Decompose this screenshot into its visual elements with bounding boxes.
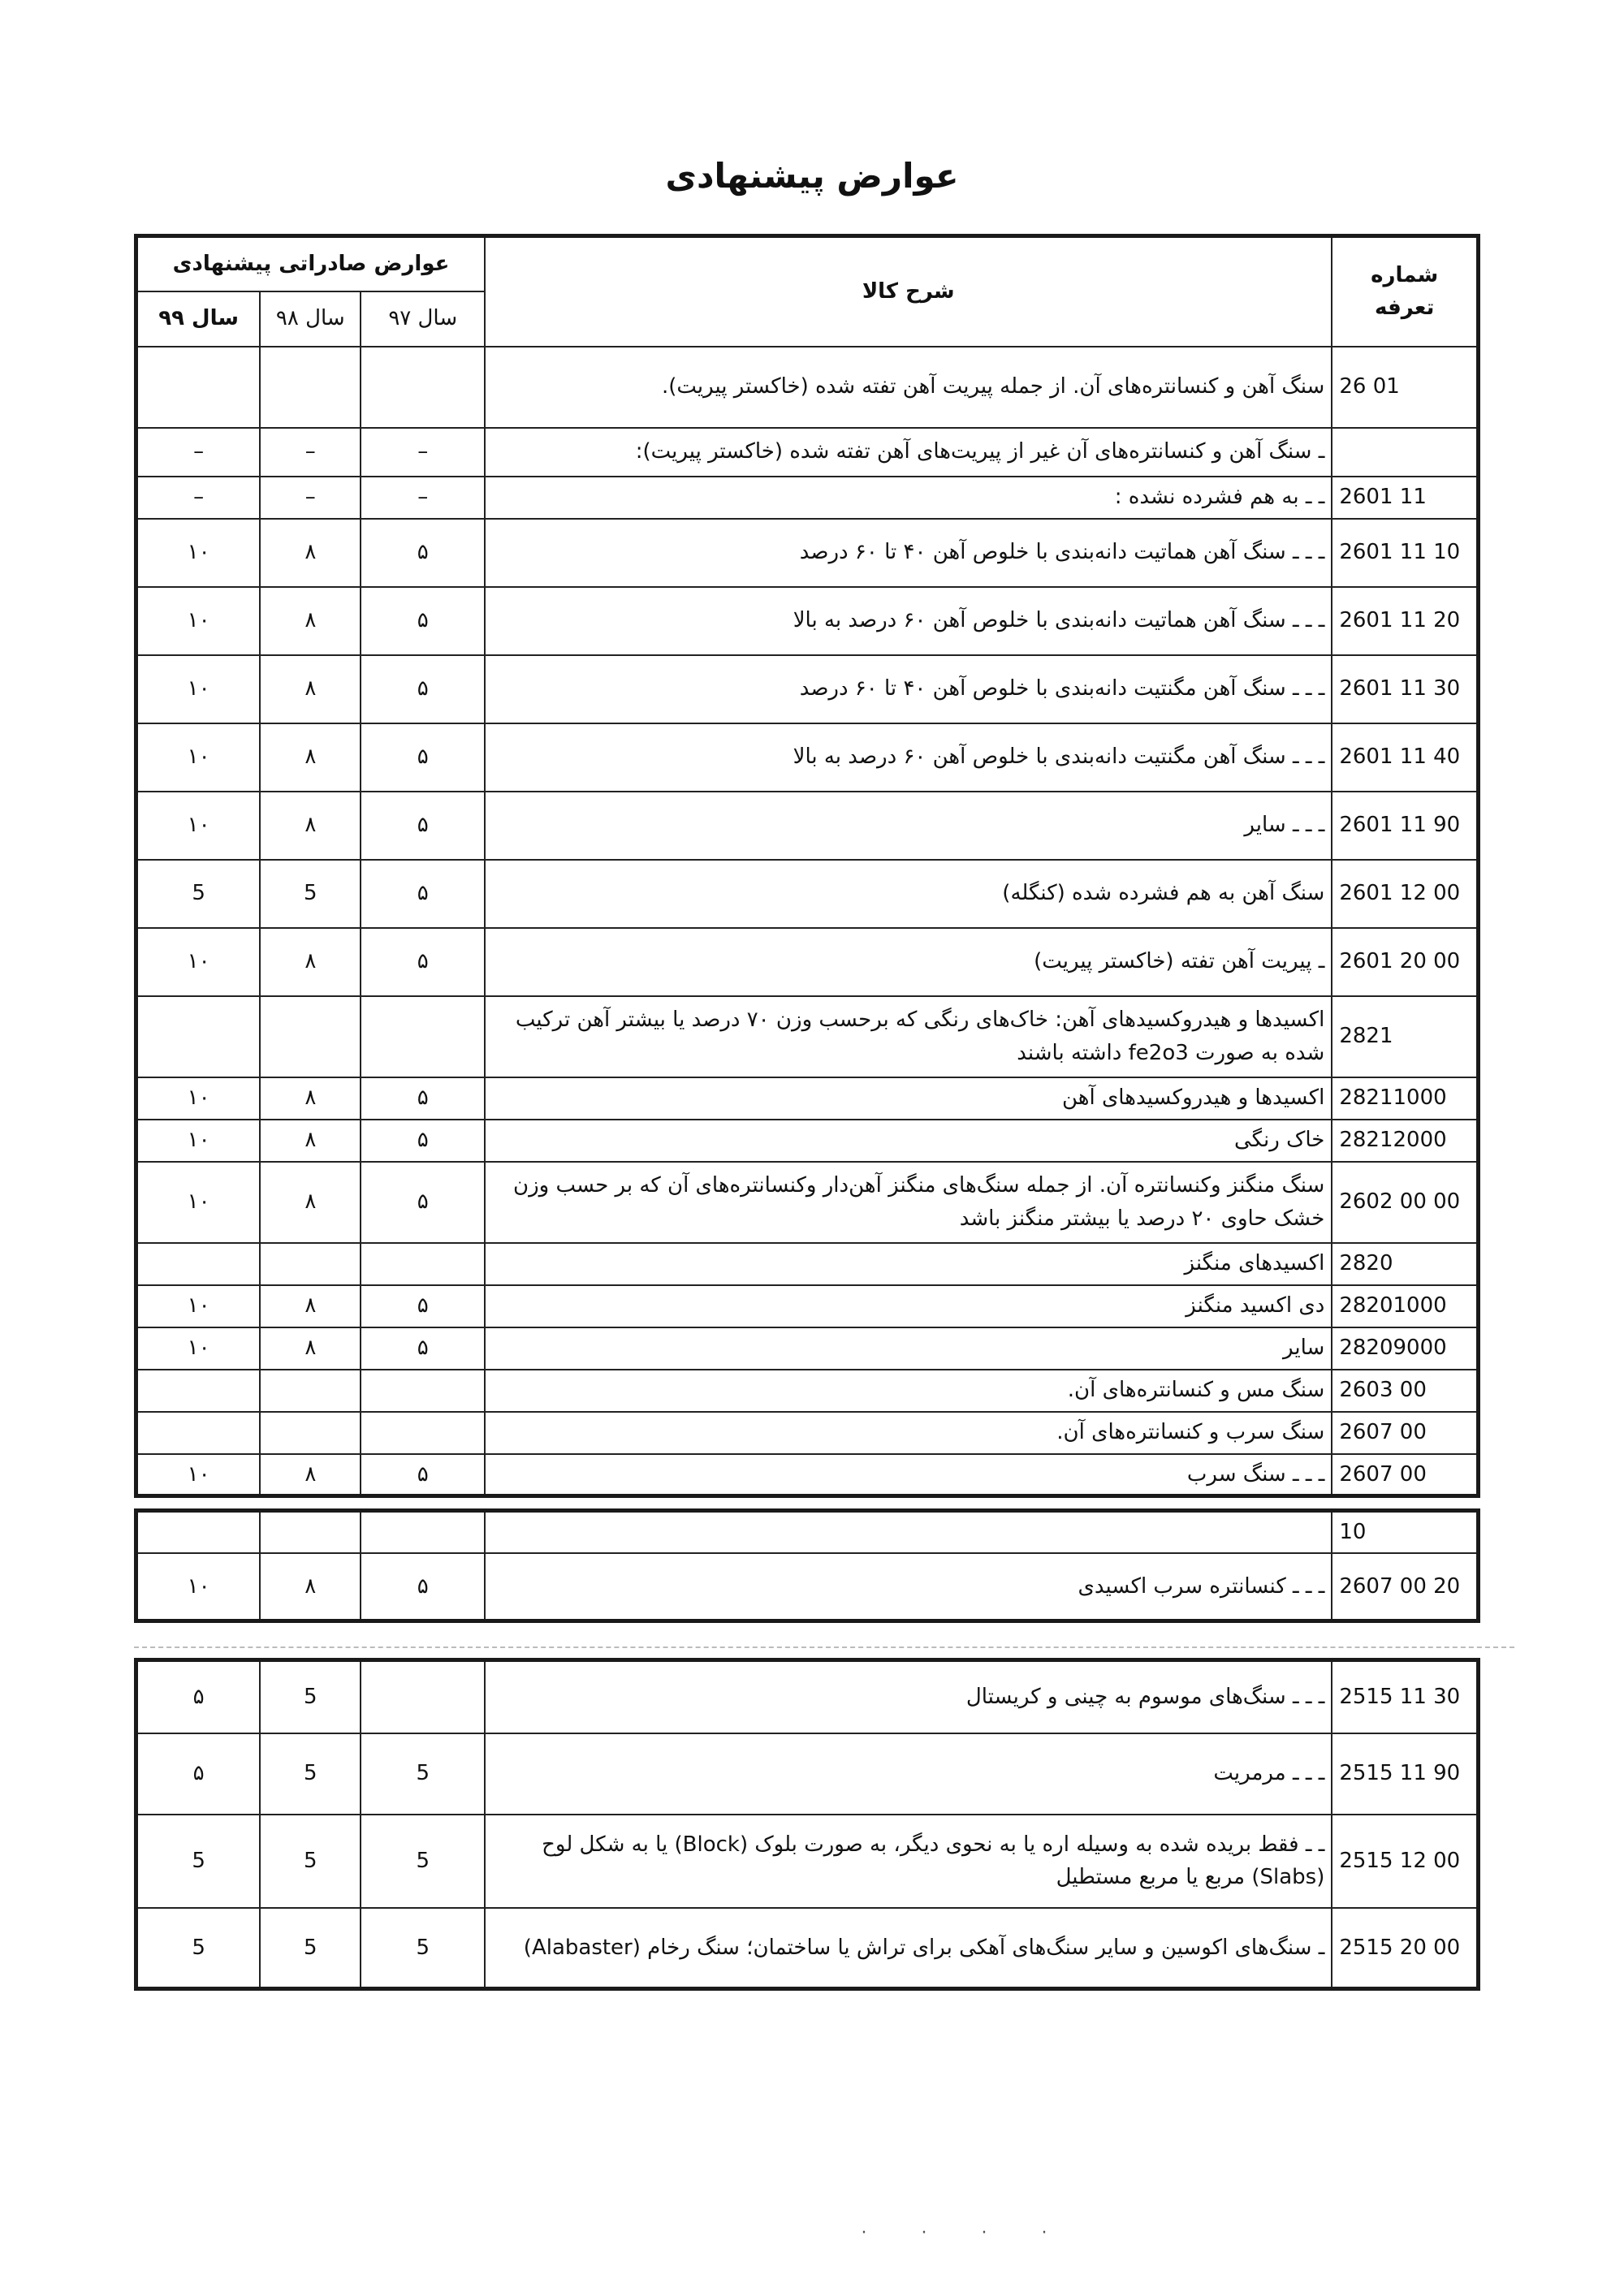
description-cell [485,1511,1332,1553]
tariff-table-stones [134,1658,1480,1991]
table-row [136,347,1479,428]
duty-97-cell [361,1243,485,1285]
duty-99-cell: ۱۰ [136,1162,261,1243]
tariff-code-cell: 2601 11 30 [1332,655,1478,723]
description-cell: ـ ـ ـ سنگ آهن هماتیت دانه‌بندی با خلوص آهن ۶۰ درصد به بالا [485,587,1332,655]
table-row [136,655,1479,723]
tariff-code-cell: 2515 11 30 [1332,1660,1478,1733]
duty-97-cell [361,1370,485,1412]
header-description: شرح کالا [485,236,1332,347]
tariff-table-main [134,234,1480,1498]
description-cell: ـ پیریت آهن تفته (خاکستر پیریت) [485,928,1332,996]
duty-99-cell: ۱۰ [136,655,261,723]
description-cell: اکسیدها و هیدروکسیدهای آهن: خاک‌های رنگی که برحسب وزن ۷۰ درصد یا بیشتر آهن ترکیب شده به صورت fe2o3 داشته باشند [485,996,1332,1077]
duty-98-cell: ۸ [260,1162,361,1243]
tariff-code-cell: 2601 12 00 [1332,860,1478,928]
table-row [136,1553,1479,1621]
duty-99-cell [136,1370,261,1412]
duty-99-cell: ۱۰ [136,1077,261,1120]
duty-97-cell: ۵ [361,519,485,587]
tariff-code-cell: 2820 [1332,1243,1478,1285]
table-row [136,428,1479,477]
duty-98-cell [260,347,361,428]
tariff-code-cell: 2821 [1332,996,1478,1077]
duty-99-cell: ۱۰ [136,792,261,860]
tariff-code-cell: 28211000 [1332,1077,1478,1120]
duty-98-cell: ۸ [260,1327,361,1370]
duty-97-cell: ۵ [361,1454,485,1496]
duty-97-cell: 5 [361,1908,485,1989]
description-cell: ـ ـ فقط بریده شده به وسیله اره یا به نحوی دیگر، به صورت بلوک (Block) یا به شکل لوح (Slabs) مربع یا مربع مستطیل [485,1815,1332,1908]
table-row [136,723,1479,792]
duty-99-cell: ۱۰ [136,1285,261,1327]
duty-99-cell [136,347,261,428]
description-cell: اکسیدها و هیدروکسیدهای آهن [485,1077,1332,1120]
duty-97-cell: ۵ [361,928,485,996]
duty-98-cell: ۸ [260,655,361,723]
page-cut-line [134,1646,1514,1648]
duty-98-cell: – [260,428,361,477]
description-cell: سنگ مس و کنسانتره‌های آن. [485,1370,1332,1412]
duty-98-cell: ۸ [260,1077,361,1120]
table-row [136,792,1479,860]
duty-97-cell [361,1660,485,1733]
duty-97-cell: ۵ [361,860,485,928]
tariff-code-cell: 2603 00 [1332,1370,1478,1412]
duty-98-cell: ۸ [260,587,361,655]
description-cell: اکسیدهای منگنز [485,1243,1332,1285]
table-row [136,1327,1479,1370]
table-row [136,519,1479,587]
duty-99-cell [136,1243,261,1285]
duty-97-cell [361,347,485,428]
description-cell: ـ ـ ـ سنگ آهن مگنتیت دانه‌بندی با خلوص آهن ۶۰ درصد به بالا [485,723,1332,792]
duty-97-cell: 5 [361,1815,485,1908]
description-cell: ـ ـ ـ مرمریت [485,1733,1332,1815]
duty-97-cell: ۵ [361,1120,485,1162]
header-tariff-number: شماره تعرفه [1332,236,1478,347]
table-row [136,1243,1479,1285]
duty-97-cell: ۵ [361,792,485,860]
tariff-code-cell: 2607 00 [1332,1412,1478,1454]
duty-97-cell: ۵ [361,1327,485,1370]
table-row [136,996,1479,1077]
table-row [136,1370,1479,1412]
table-row [136,1285,1479,1327]
duty-98-cell [260,1511,361,1553]
duty-97-cell: ۵ [361,1285,485,1327]
table-row [136,587,1479,655]
tariff-code-cell: 2601 20 00 [1332,928,1478,996]
duty-99-cell: 5 [136,860,261,928]
description-cell: ـ ـ به هم فشرده نشده : [485,477,1332,519]
table-row [136,1815,1479,1908]
duty-98-cell: ۸ [260,519,361,587]
tariff-code-cell: 2607 00 20 [1332,1553,1478,1621]
description-cell: ـ ـ ـ سنگ آهن مگنتیت دانه‌بندی با خلوص آهن ۴۰ تا ۶۰ درصد [485,655,1332,723]
duty-98-cell: ۸ [260,1553,361,1621]
tariff-code-cell: 26 01 [1332,347,1478,428]
duty-99-cell: ۱۰ [136,1120,261,1162]
header-year-97: سال ۹۷ [361,291,485,347]
duty-98-cell [260,1243,361,1285]
duty-98-cell: 5 [260,1733,361,1815]
tariff-code-cell [1332,428,1478,477]
description-cell: دی اکسید منگنز [485,1285,1332,1327]
tariff-code-cell: 2601 11 40 [1332,723,1478,792]
duty-99-cell: ۱۰ [136,519,261,587]
description-cell: سنگ منگنز وکنسانتره آن. از جمله سنگ‌های منگنز آهن‌دار وکنسانتره‌های آن که بر حسب وزن خشک حاوی ۲۰ درصد یا بیشتر منگنز باشد [485,1162,1332,1243]
header-year-99: سال ۹۹ [136,291,261,347]
duty-99-cell [136,1412,261,1454]
tariff-code-cell: 10 [1332,1511,1478,1553]
description-cell: سنگ آهن و کنسانتره‌های آن. از جمله پیریت آهن تفته شده (خاکستر پیریت). [485,347,1332,428]
page-title: عوارض پیشنهادی [665,156,959,196]
description-cell: ـ ـ ـ سنگ‌های موسوم به چینی و کریستال [485,1660,1332,1733]
duty-99-cell: ۱۰ [136,587,261,655]
header-export-duties: عوارض صادراتی پیشنهادی [136,236,486,291]
duty-97-cell: ۵ [361,655,485,723]
duty-98-cell: ۸ [260,1120,361,1162]
duty-97-cell [361,1412,485,1454]
duty-99-cell: ۱۰ [136,1327,261,1370]
duty-97-cell: ۵ [361,1553,485,1621]
description-cell: ـ سنگ آهن و کنسانتره‌های آن غیر از پیریت‌های آهن تفته شده (خاکستر پیریت): [485,428,1332,477]
duty-98-cell: ۸ [260,1285,361,1327]
duty-98-cell [260,996,361,1077]
description-cell: ـ ـ ـ سنگ سرب [485,1454,1332,1496]
tariff-code-cell: 28209000 [1332,1327,1478,1370]
table-row [136,1120,1479,1162]
duty-97-cell: ۵ [361,1162,485,1243]
description-cell: سنگ سرب و کنسانتره‌های آن. [485,1412,1332,1454]
duty-97-cell [361,996,485,1077]
table-row [136,1077,1479,1120]
table-row [136,477,1479,519]
duty-98-cell: – [260,477,361,519]
description-cell: ـ ـ ـ سنگ آهن هماتیت دانه‌بندی با خلوص آهن ۴۰ تا ۶۰ درصد [485,519,1332,587]
duty-97-cell: ۵ [361,587,485,655]
duty-99-cell: ۱۰ [136,1553,261,1621]
duty-98-cell: 5 [260,1815,361,1908]
duty-98-cell: 5 [260,860,361,928]
duty-98-cell: ۸ [260,1454,361,1496]
table-row [136,860,1479,928]
duty-99-cell: 5 [136,1815,261,1908]
duty-99-cell: 5 [136,1908,261,1989]
tariff-code-cell: 2607 00 [1332,1454,1478,1496]
duty-97-cell: – [361,477,485,519]
duty-99-cell: – [136,428,261,477]
table-row [136,1660,1479,1733]
duty-98-cell [260,1370,361,1412]
tariff-code-cell: 2515 20 00 [1332,1908,1478,1989]
duty-98-cell: ۸ [260,792,361,860]
duty-97-cell: – [361,428,485,477]
table-row [136,1733,1479,1815]
description-cell: سایر [485,1327,1332,1370]
duty-98-cell: 5 [260,1660,361,1733]
duty-99-cell: ۱۰ [136,723,261,792]
tariff-table-continued [134,1508,1480,1623]
description-cell: خاک رنگی [485,1120,1332,1162]
tariff-code-cell: 2601 11 90 [1332,792,1478,860]
description-cell: ـ ـ ـ سایر [485,792,1332,860]
description-cell: ـ ـ ـ کنسانتره سرب اکسیدی [485,1553,1332,1621]
duty-99-cell: – [136,477,261,519]
duty-97-cell [361,1511,485,1553]
tariff-code-cell: 2515 11 90 [1332,1733,1478,1815]
duty-97-cell: ۵ [361,723,485,792]
tariff-code-cell: 28201000 [1332,1285,1478,1327]
tariff-code-cell: 2602 00 00 [1332,1162,1478,1243]
duty-98-cell: ۸ [260,723,361,792]
duty-99-cell [136,996,261,1077]
description-cell: سنگ آهن به هم فشرده شده (کنگله) [485,860,1332,928]
table-row [136,1511,1479,1553]
duty-97-cell: 5 [361,1733,485,1815]
tariff-code-cell: 2601 11 20 [1332,587,1478,655]
duty-98-cell: ۸ [260,928,361,996]
duty-99-cell [136,1511,261,1553]
description-cell: ـ سنگ‌های اکوسین و سایر سنگ‌های آهکی برای تراش یا ساختمان؛ سنگ رخام (Alabaster) [485,1908,1332,1989]
tariff-code-cell: 2601 11 [1332,477,1478,519]
table-row [136,1412,1479,1454]
tariff-code-cell: 2515 12 00 [1332,1815,1478,1908]
header-year-98: سال ۹۸ [260,291,361,347]
tariff-code-cell: 2601 11 10 [1332,519,1478,587]
duty-98-cell [260,1412,361,1454]
duty-97-cell: ۵ [361,1077,485,1120]
table-row [136,1162,1479,1243]
duty-99-cell: ۵ [136,1660,261,1733]
tariff-code-cell: 28212000 [1332,1120,1478,1162]
table-row [136,928,1479,996]
duty-99-cell: ۱۰ [136,1454,261,1496]
scan-artifact-marks: · · · · [861,2223,1072,2243]
duty-99-cell: ۱۰ [136,928,261,996]
duty-99-cell: ۵ [136,1733,261,1815]
table-row [136,1454,1479,1496]
table-row [136,1908,1479,1989]
duty-98-cell: 5 [260,1908,361,1989]
